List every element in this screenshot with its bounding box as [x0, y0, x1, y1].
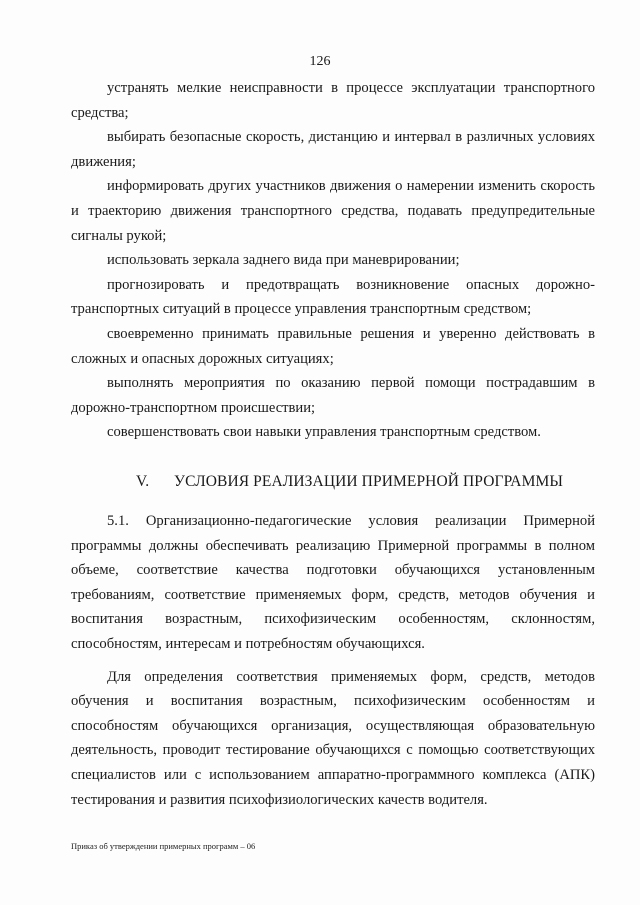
section-heading: [136, 473, 596, 491]
list-item: использовать зеркала заднего вида при маневрировании;: [107, 252, 460, 269]
section-body: [71, 509, 595, 812]
list-item: выполнять мероприятия по оказанию первой помощи пострадавшим в дорожно-транспортном происшествии;: [71, 375, 595, 416]
page-footer: Приказ об утверждении примерных программ – 06: [71, 841, 256, 851]
list-item: информировать других участников движения о намерении изменить скорость и траекторию движения транспортного средства, подавать предупредительные сигналы рукой;: [71, 178, 595, 244]
page-number: 126: [309, 54, 331, 69]
list-item: выбирать безопасные скорость, дистанцию и интервал в различных условиях движения;: [71, 129, 595, 170]
section-title: УСЛОВИЯ РЕАЛИЗАЦИИ ПРИМЕРНОЙ ПРОГРАММЫ: [174, 473, 563, 490]
section-paragraph: Для определения соответствия применяемых форм, средств, методов обучения и воспитания возрастным, психофизическим особенностям и способностям обучающихся организация, осуществляющая образовательную деятельность, проводит тестирование обучающихся с помощью соответствующих специалистов или с использованием аппаратно-программного комплекса (АПК) тестирования и развития психофизиологических качеств водителя.: [71, 668, 595, 808]
list-item: прогнозировать и предотвращать возникновение опасных дорожно-транспортных ситуаций в процессе управления транспортным средством;: [71, 276, 595, 318]
list-item: совершенствовать свои навыки управления транспортным средством.: [107, 424, 541, 441]
list-item: своевременно принимать правильные решения и уверенно действовать в сложных и опасных дорожных ситуациях;: [71, 325, 595, 367]
skills-list: [71, 76, 595, 445]
section-paragraph: 5.1. Организационно-педагогические условия реализации Примерной программы должны обеспечивать реализацию Примерной программы в полном объеме, соответствие качества подготовки обучающихся установленным требованиям, соответствие применяемых форм, средств, методов обучения и воспитания возрастным, психофизическим особенностям, склонностям, способностям, интересам и потребностям обучающихся.: [71, 513, 595, 652]
list-item: устранять мелкие неисправности в процессе эксплуатации транспортного средства;: [71, 80, 595, 121]
section-number: V.: [136, 473, 150, 490]
